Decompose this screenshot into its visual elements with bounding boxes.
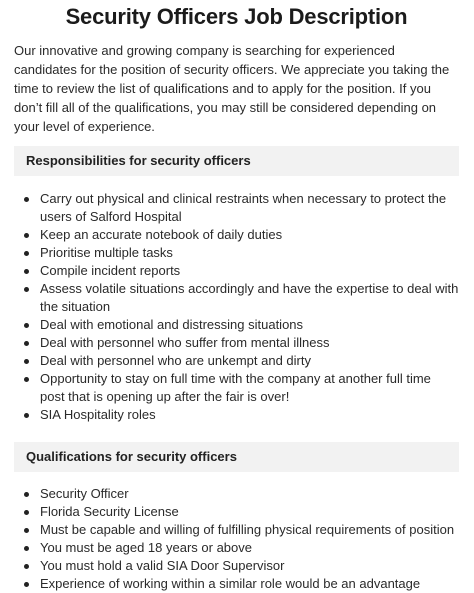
list-item — [14, 521, 459, 539]
list-item — [14, 226, 459, 244]
bullet-icon — [24, 233, 29, 238]
bullet-icon — [24, 528, 29, 533]
page-title: Security Officers Job Description — [65, 4, 408, 29]
qualifications-heading: Qualifications for security officers — [14, 442, 459, 472]
list-item-text: Must be capable and willing of fulfilling physical requirements of position — [40, 522, 455, 537]
bullet-icon — [24, 287, 29, 292]
list-item — [14, 334, 459, 352]
list-item — [14, 557, 459, 575]
list-item — [14, 370, 459, 406]
list-item-text: Florida Security License — [40, 504, 179, 519]
bullet-icon — [24, 546, 29, 551]
list-item — [14, 406, 459, 424]
bullet-icon — [24, 492, 29, 497]
list-item-text: Deal with personnel who suffer from mental illness — [40, 335, 330, 350]
list-item-text: You must be aged 18 years or above — [40, 540, 252, 555]
list-item-text: Assess volatile situations accordingly and have the expertise to deal with the situation — [40, 281, 459, 314]
bullet-icon — [24, 359, 29, 364]
responsibilities-heading: Responsibilities for security officers — [14, 146, 459, 176]
bullet-icon — [24, 377, 29, 382]
list-item — [14, 280, 459, 316]
list-item-text: Keep an accurate notebook of daily duties — [40, 227, 283, 242]
list-item — [14, 262, 459, 280]
list-item-text: Deal with emotional and distressing situations — [40, 317, 304, 332]
bullet-icon — [24, 510, 29, 515]
bullet-icon — [24, 323, 29, 328]
bullet-icon — [24, 197, 29, 202]
bullet-icon — [24, 582, 29, 587]
bullet-icon — [24, 251, 29, 256]
list-item — [14, 539, 459, 557]
list-item — [14, 316, 459, 334]
list-item — [14, 485, 459, 503]
bullet-icon — [24, 564, 29, 569]
list-item-text: Carry out physical and clinical restraints when necessary to protect the users of Salford Hospital — [40, 191, 447, 224]
list-item — [14, 575, 459, 593]
responsibilities-list — [14, 190, 459, 424]
list-item-text: You must hold a valid SIA Door Supervisor — [40, 558, 285, 573]
list-item — [14, 352, 459, 370]
list-item — [14, 190, 459, 226]
list-item — [14, 503, 459, 521]
bullet-icon — [24, 341, 29, 346]
list-item-text: Opportunity to stay on full time with the company at another full time post that is opening up after the fair is over! — [40, 371, 431, 404]
list-item-text: Deal with personnel who are unkempt and dirty — [40, 353, 311, 368]
qualifications-list — [14, 485, 459, 593]
list-item-text: Prioritise multiple tasks — [40, 245, 173, 260]
list-item-text: Compile incident reports — [40, 263, 181, 278]
list-item — [14, 244, 459, 262]
bullet-icon — [24, 413, 29, 418]
intro-paragraph: Our innovative and growing company is searching for experienced candidates for the position of security officers. We appreciate you taking the time to review the list of qualifications and to apply for the position. If you don’t fill all of the qualifications, you may still be considered depending on your level of experience. — [14, 43, 450, 134]
list-item-text: Security Officer — [40, 486, 129, 501]
list-item-text: SIA Hospitality roles — [40, 407, 156, 422]
list-item-text: Experience of working within a similar role would be an advantage — [40, 576, 421, 591]
bullet-icon — [24, 269, 29, 274]
